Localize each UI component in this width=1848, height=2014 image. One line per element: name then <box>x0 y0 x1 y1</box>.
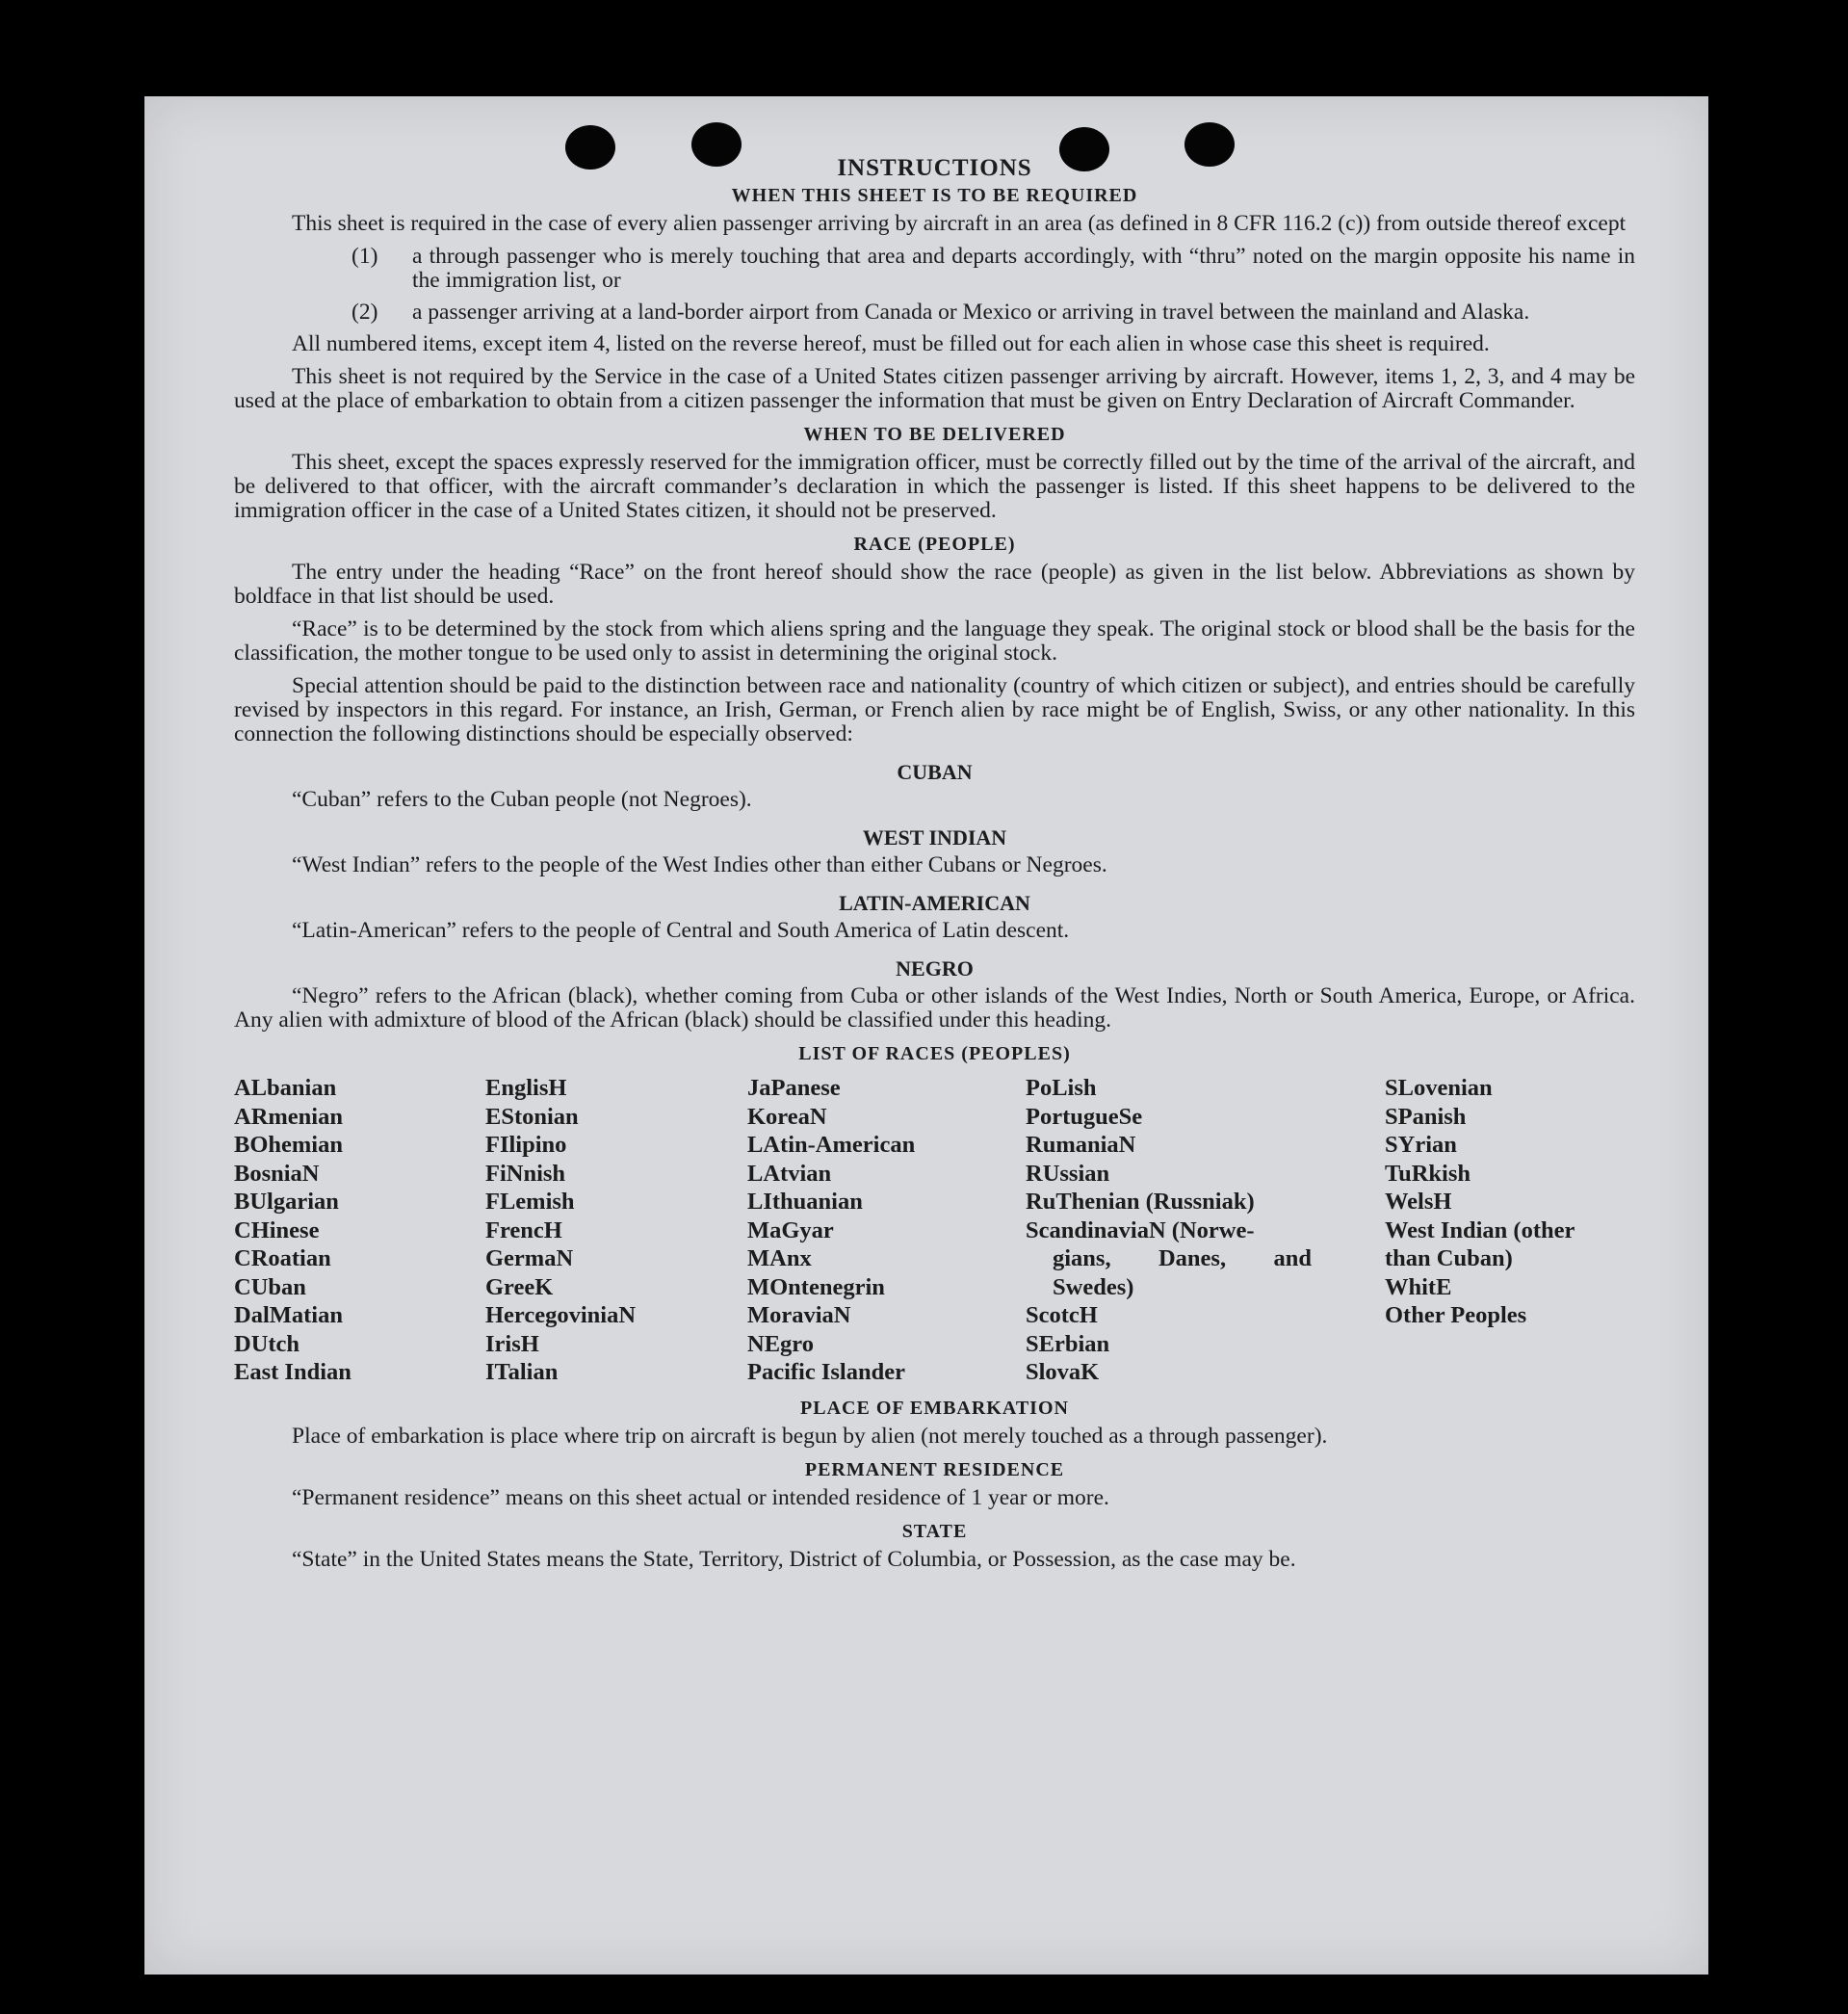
race-entry: MoraviaN <box>747 1302 851 1328</box>
heading-when-delivered: WHEN TO BE DELIVERED <box>803 424 1066 445</box>
delivered-paragraph: This sheet, except the spaces expressly reserved for the immigration officer, must be correctly filled out by the time of the arrival of the aircraft, and be delivered to that officer, with the aircraft commander’s declaration in which the passenger is listed. If this sheet happens to be delivered to the immigration officer in the case of a United States citizen, it should not be preserved. <box>234 450 1635 523</box>
race-entry: ScandinaviaN (Norwe- <box>1026 1216 1255 1243</box>
race-paragraph: The entry under the heading “Race” on the front hereof should show the race (people) as given in the list below. Abbreviations as shown by boldface in that list should be used. <box>234 560 1635 609</box>
document-page <box>144 96 1708 1975</box>
race-entry: East Indian <box>234 1359 351 1385</box>
race-entry: DalMatian <box>234 1302 343 1328</box>
race-entry: SErbian <box>1026 1330 1110 1357</box>
race-entry: SlovaK <box>1026 1359 1100 1385</box>
race-paragraph: Special attention should be paid to the distinction between race and nationality (country of which citizen or subject), and entries should be carefully revised by inspectors in this regard. For instance, an Irish, German, or French alien by race might be of English, Swiss, or any other nationality. In this connection the following distinctions should be especially observed: <box>234 673 1635 746</box>
race-entry: IrisH <box>485 1330 539 1357</box>
race-entry: West Indian (other <box>1385 1216 1575 1243</box>
race-entry: LAtvian <box>747 1160 832 1187</box>
race-entry: EnglisH <box>485 1075 567 1101</box>
race-entry: SYrian <box>1385 1132 1457 1158</box>
race-entry: KoreaN <box>747 1103 827 1130</box>
race-entry: ITalian <box>485 1359 559 1385</box>
heading-place-of-embarkation: PLACE OF EMBARKATION <box>800 1397 1069 1419</box>
race-entry: ScotcH <box>1026 1302 1098 1328</box>
west-indian-definition: “West Indian” refers to the people of the West Indies other than either Cubans or Negroes. <box>292 852 1107 877</box>
race-entry: WelsH <box>1385 1189 1452 1215</box>
race-entry: CUban <box>234 1273 306 1300</box>
heading-permanent-residence: PERMANENT RESIDENCE <box>804 1458 1065 1480</box>
race-paragraph: “Race” is to be determined by the stock from which aliens spring and the language they speak. The original stock or blood shall be the basis for the classification, the mother tongue to be used only to assist in determining the original stock. <box>234 616 1635 666</box>
race-entry: BOhemian <box>234 1132 343 1158</box>
required-intro: This sheet is required in the case of every alien passenger arriving by aircraft in an area (as defined in 8 CFR 116.2 (c)) from outside thereof except <box>292 211 1627 236</box>
race-entry: BosniaN <box>234 1160 320 1187</box>
race-entry: WhitE <box>1385 1273 1452 1300</box>
race-entry: RuThenian (Russniak) <box>1026 1189 1255 1215</box>
race-entry: FrencH <box>485 1216 562 1243</box>
race-entry: MAnx <box>747 1245 812 1271</box>
page-title: INSTRUCTIONS <box>837 155 1032 181</box>
state-definition: “State” in the United States means the State, Territory, District of Columbia, or Possession, as the case may be. <box>292 1546 1296 1572</box>
heading-negro: NEGRO <box>896 956 974 981</box>
race-column <box>747 1074 1026 1387</box>
race-entry: PortugueSe <box>1026 1103 1143 1130</box>
instructions-content <box>234 156 1635 1581</box>
heading-list-of-races: LIST OF RACES (PEOPLES) <box>798 1043 1071 1064</box>
heading-race: RACE (PEOPLE) <box>853 534 1016 555</box>
race-entry: CRoatian <box>234 1245 331 1271</box>
heading-latin-american: LATIN-AMERICAN <box>839 891 1030 915</box>
race-entry: MOntenegrin <box>747 1273 885 1300</box>
race-entry: FLemish <box>485 1189 575 1215</box>
heading-state: STATE <box>901 1520 968 1542</box>
race-entry: JaPanese <box>747 1075 841 1101</box>
race-list <box>234 1074 1635 1387</box>
negro-definition: “Negro” refers to the African (black), whether coming from Cuba or other islands of the West Indies, North or South America, Europe, or Africa. Any alien with admixture of blood of the African (black) should be classified under this heading. <box>234 983 1635 1033</box>
race-entry: Pacific Islander <box>747 1359 905 1385</box>
item-number: (2) <box>351 300 378 325</box>
race-entry: gians, Danes, and Swedes) <box>1053 1245 1312 1300</box>
race-entry: Other Peoples <box>1385 1302 1527 1328</box>
race-entry: RumaniaN <box>1026 1132 1136 1158</box>
race-column <box>1385 1074 1635 1387</box>
race-column <box>1026 1074 1312 1387</box>
race-entry: TuRkish <box>1385 1160 1471 1187</box>
race-column <box>234 1074 485 1387</box>
race-entry: ALbanian <box>234 1075 337 1101</box>
required-paragraph: This sheet is not required by the Service in the case of a United States citizen passenger arriving by aircraft. However, items 1, 2, 3, and 4 may be used at the place of embarkation to obtain from a citizen passenger the information that must be given on Entry Declaration of Aircraft Commander. <box>234 364 1635 413</box>
heading-when-required: WHEN THIS SHEET IS TO BE REQUIRED <box>731 185 1138 206</box>
race-entry: NEgro <box>747 1330 814 1357</box>
item-text: a passenger arriving at a land-border airport from Canada or Mexico or arriving in travel between the mainland and Alaska. <box>412 300 1530 325</box>
race-entry: ARmenian <box>234 1103 343 1130</box>
race-column <box>485 1074 747 1387</box>
race-entry: FiNnish <box>485 1160 566 1187</box>
race-entry: BUlgarian <box>234 1189 339 1215</box>
race-entry: FIlipino <box>485 1132 567 1158</box>
race-entry: LAtin-American <box>747 1132 916 1158</box>
race-entry: PoLish <box>1026 1075 1097 1101</box>
race-entry: MaGyar <box>747 1216 834 1243</box>
race-entry: RUssian <box>1026 1160 1110 1187</box>
heading-cuban: CUBAN <box>897 760 973 784</box>
race-entry: than Cuban) <box>1385 1245 1513 1271</box>
latin-american-definition: “Latin-American” refers to the people of Central and South America of Latin descent. <box>292 918 1070 943</box>
residence-definition: “Permanent residence” means on this sheet actual or intended residence of 1 year or more. <box>292 1484 1109 1510</box>
race-entry: SPanish <box>1385 1103 1467 1130</box>
item-number: (1) <box>351 244 378 269</box>
race-entry: DUtch <box>234 1330 300 1357</box>
race-entry: CHinese <box>234 1216 320 1243</box>
race-entry: GermaN <box>485 1245 574 1271</box>
item-text: a through passenger who is merely touching that area and departs accordingly, with “thru” noted on the margin opposite his name in the immigration list, or <box>412 244 1635 293</box>
race-entry: HercegoviniaN <box>485 1302 637 1328</box>
race-entry: GreeK <box>485 1273 554 1300</box>
race-entry: EStonian <box>485 1103 579 1130</box>
exception-item <box>234 245 1635 293</box>
heading-west-indian: WEST INDIAN <box>862 825 1007 850</box>
cuban-definition: “Cuban” refers to the Cuban people (not Negroes). <box>292 787 752 812</box>
required-paragraph: All numbered items, except item 4, listed on the reverse hereof, must be filled out for each alien in whose case this sheet is required. <box>292 331 1490 356</box>
race-entry: LIthuanian <box>747 1189 863 1215</box>
race-entry: SLovenian <box>1385 1075 1493 1101</box>
exception-item <box>234 301 1635 325</box>
embarkation-definition: Place of embarkation is place where trip on aircraft is begun by alien (not merely touched as a through passenger). <box>292 1423 1328 1449</box>
